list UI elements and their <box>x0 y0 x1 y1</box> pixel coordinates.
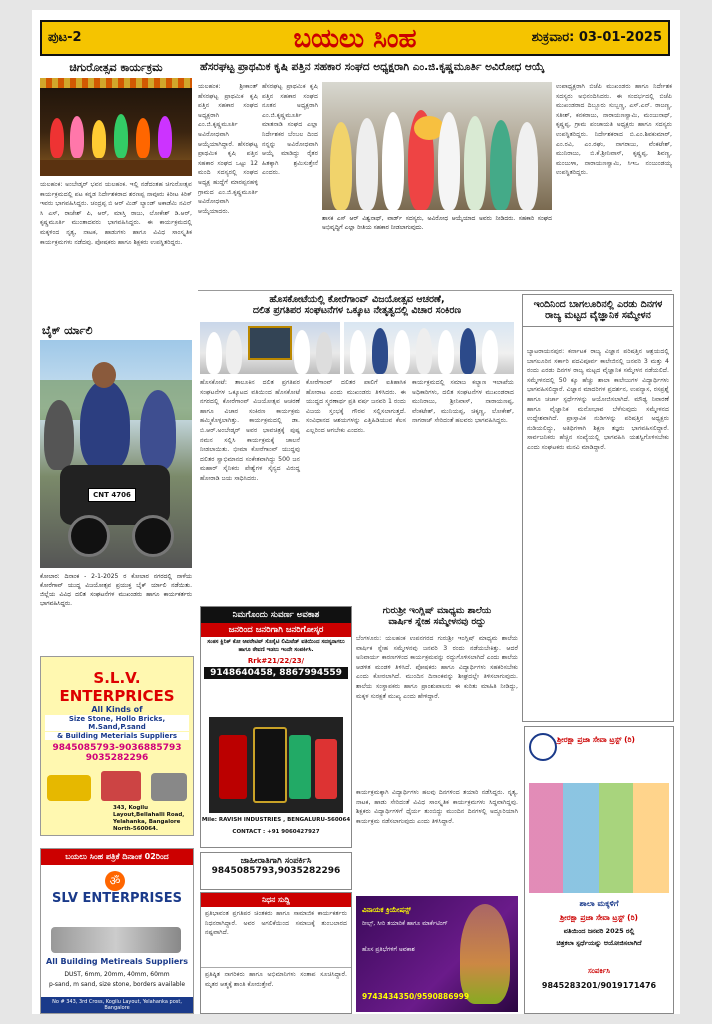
products-image <box>209 717 343 813</box>
slv2-banner: ಬಯಲು ಸಿಂಹ ಪತ್ರಿಕೆ ದಿನಾಂಕ 02ರಿಂದ <box>41 849 193 865</box>
divider <box>198 290 672 291</box>
science-heading: ಇಂದಿನಿಂದ ಬಾಗಲೂರಿನಲ್ಲಿ ಎರಡು ದಿನಗಳ ರಾಜ್ಯ ಮಟ್ಟದ ವೈಜ್ಞಾನಿಕ ಸಮ್ಮೇಳನ <box>523 295 673 327</box>
trust-collage <box>529 783 669 893</box>
creations-line1: ವಿನಾಯಕ ಕ್ರಿಯೇಷನ್ಸ್ <box>362 906 411 914</box>
stones-icon <box>151 773 187 801</box>
slv-ad-phone1: 9845085793-9036885793 <box>52 743 182 753</box>
masthead <box>40 20 670 56</box>
trust-logo-icon <box>529 733 557 761</box>
top-story-photo-caption: ಶಾಸಕ ಎಸ್ ಆರ್ ವಿಶ್ವನಾಥ್, ವಾರ್ಡ್ ಸದಸ್ಯರು, ಅವಿರೋಧ ಆಯ್ಕೆಯಾದ ಅವರು ನೀಡಿದರು. ಸಹಕಾರಿ ಸಂಘದ ಅಭಿವೃದ್ಧಿಗೆ ಎಲ್ಲಾ ರೀತಿಯ ಸಹಕಾರ ನೀಡಲಾಗುವುದು. <box>322 215 552 231</box>
felicitation-photo <box>322 82 552 210</box>
school-heading1: ಗುರುಶ್ರೀ ಇಂಗ್ಲಿಷ್ ಮಾಧ್ಯಮ ಶಾಲೆಯ <box>382 606 492 616</box>
top-story-col2: ಹೆಸರಘಟ್ಟ ಪ್ರಾಥಮಿಕ ಕೃಷಿ ಪತ್ತಿನ ಸಹಕಾರ ಸಂಘದ ನೂತನ ಅಧ್ಯಕ್ಷರಾಗಿ ಎಂ.ಜಿ.ಕೃಷ್ಣಮೂರ್ತಿ ಮಾತನಾಡಿ ಸಂಘದ ಎಲ್ಲಾ ನಿರ್ದೇಶಕರ ಬೆಂಬಲ ದಿಂದ ನನ್ನನ್ನು ಅವಿರೋಧವಾಗಿ ಆಯ್ಕೆ ಮಾಡಿದ್ದು ರೈತರ ಹಿತಕ್ಕಾಗಿ ಶ್ರಮಿಸುತ್ತೇನೆ ಎಂದರು. <box>262 83 318 177</box>
creations-line3: ಹೊಸ ಪ್ರತಿಭೆಗಳಿಗೆ ಅವಕಾಶ <box>362 946 415 953</box>
chiguru-heading: ಚಿಗುರೋತ್ಸವ ಕಾರ್ಯಕ್ರಮ <box>69 61 163 74</box>
ad-contact-box <box>200 852 352 890</box>
school-text2: ಕಾರ್ಯಕ್ರಮಕ್ಕಾಗಿ ವಿದ್ಯಾರ್ಥಿಗಳು ಹಲವು ದಿನಗಳಿಂದ ತಯಾರಿ ನಡೆಸಿದ್ದರು. ನೃತ್ಯ, ನಾಟಕ, ಹಾಡು ಸೇರಿದಂತೆ ವಿವಿಧ ಸಾಂಸ್ಕೃತಿಕ ಕಾರ್ಯಕ್ರಮಗಳು ಸಿದ್ಧವಾಗಿದ್ದವು. ಶಿಕ್ಷಕರು ವಿದ್ಯಾರ್ಥಿಗಳಿಗೆ ಧೈರ್ಯ ತುಂಬಿದ್ದು ಮುಂದಿನ ದಿನಗಳಲ್ಲಿ ಅದ್ದೂರಿಯಾಗಿ ಕಾರ್ಯಕ್ರಮ ನಡೆಸಲಾಗುವುದು ಎಂದು ತಿಳಿಸಿದ್ದಾರೆ. <box>356 789 518 825</box>
trust-title2: ಶ್ರೀರಕ್ಷಾ ಪ್ರಜಾ ಸೇವಾ ಟ್ರಸ್ಟ್ (ರಿ) <box>560 913 638 922</box>
gold-heading1: ನಿಮಗೊಂದು ಸುವರ್ಣ ಅವಕಾಶ <box>201 607 351 623</box>
slv2-address: No # 343, 3rd Cross, Kogilu Layout, Yelahanka post, Bangalore <box>41 997 193 1013</box>
license-plate: CNT 4706 <box>88 488 136 502</box>
trust-title: ಶ್ರೀರಕ್ಷಾ ಪ್ರಜಾ ಸೇವಾ ಟ್ರಸ್ಟ್ (ರಿ) <box>557 735 635 744</box>
golden-opportunity-ad <box>200 606 352 848</box>
science-conference-article <box>522 294 674 722</box>
model-image <box>460 904 510 1004</box>
gold-owner: Mile: RAVISH INDUSTRIES , BENGALURU-560064 <box>201 817 351 823</box>
chiguru-text: ಯಲಹಂಕ: ಅಂಬೇಡ್ಕರ್ ಭವನ ಯಲಹಂಕ. ಇಲ್ಲಿ ನಡೆದಂತಹ ಚಿಗುರೋತ್ಸವ ಕಾರ್ಯಕ್ರಮದಲ್ಲಿ ಪಟ ಕನ್ನಡ ನಿರ್ದೇಶಕರಾದ ಶರಣಪ್ಪ ನಾವೂರು ಕಿರೀಟ ಕಿರಿಕ್ ಇವರು ಭಾಗವಹಿಸಿದ್ದರು. ಚಂದ್ರಪ್ಪ ಬಿ ಆರ್ ಮಿಡ್ ಲ್ಯಾಂಡ್ ಅಕಾಡೆಮಿ ನವಿನ್ ಸಿ ಎಸ್, ರಾಜೇಶ್ ಪಿ, ಆರ್, ಮಾಸ್ತಿ ರಾಜು, ಲೋಕೇಶ್ ಡಿ.ಆರ್, ಕೃಷ್ಣಮೂರ್ತಿ ಮುಂತಾದವರು ಭಾಗವಹಿಸಿದ್ದರು. ಈ ಕಾರ್ಯಕ್ರಮದಲ್ಲಿ ಮಕ್ಕಳಿಂದ ನೃತ್ಯ, ನಾಟಕ, ಹಾಡುಗಳು ಹಾಗೂ ವಿವಿಧ ಸಾಂಸ್ಕೃತಿಕ ಕಾರ್ಯಕ್ರಮಗಳು ನಡೆದವು. ಪೋಷಕರು ಹಾಗೂ ಶಿಕ್ಷಕರು ಉಪಸ್ಥಿತರಿದ್ದರು. <box>40 181 192 246</box>
top-story <box>198 58 672 288</box>
gold-text: ಸಂತಸ ಕ್ಲಿನಿಕ್ ಕೋ ಆಪರೇಟಿವ್ ಸೊಸೈಟಿ ಲಿಮಿಟೆಡ್ ವತಿಯಿಂದ ಸದಸ್ಯರಾಗಲು ಹಾಗೂ ಠೇವಣಿ ಇಡಲು ಇಂದೇ ಸಂಪರ್ಕಿಸಿ. <box>207 639 345 653</box>
obituary-box <box>200 892 352 1014</box>
koregaon-heading2: ದಲಿತ ಪ್ರಗತಿಪರ ಸಂಘಟನೆಗಳ ಒಕ್ಕೂಟ ನೇತೃತ್ವದಲ್ಲಿ ವಿಚಾರ ಸಂಕಿರಣ <box>252 305 462 317</box>
trust-ad <box>524 726 674 1014</box>
top-story-right-col: ಉಪಾಧ್ಯಕ್ಷರಾಗಿ ಬಿಜೆಪಿ ಮುಖಂಡರು ಹಾಗೂ ನಿರ್ದೇಶಕ ಸದಸ್ಯರು ಅಭಿನಂದಿಸಿದರು. ಈ ಸಂದರ್ಭದಲ್ಲಿ ಬಿಜೆಪಿ ಮುಖಂಡರಾದ ದಿಬ್ಬೂರು ಸುಬ್ಬಣ್ಣ, ಎಸ್.ಎನ್. ರಾಜಣ್ಣ, ಸತೀಶ್, ಕನಕರಾಜು, ನಾರಾಯಣಸ್ವಾಮಿ, ಮಂಜುನಾಥ್, ಕೃಷ್ಣಪ್ಪ, ಗ್ರಾಮ ಪಂಚಾಯತಿ ಅಧ್ಯಕ್ಷರು ಹಾಗೂ ಸದಸ್ಯರು ಉಪಸ್ಥಿತರಿದ್ದರು. ನಿರ್ದೇಶಕರಾದ ಬಿ.ಎಂ.ಶಿವಕುಮಾರ್, ಎಂ.ರವಿ, ಎಂ.ರಘು, ನಾಗರಾಜು, ವೆಂಕಟೇಶ್, ಮುನಿರಾಜು, ಬಿ.ಕೆ.ಶ್ರೀನಿವಾಸ್, ಕೃಷ್ಣಪ್ಪ, ಶಿವಣ್ಣ, ಮಂಜುಳಾ, ನಾರಾಯಣಸ್ವಾಮಿ, ಸಿಇಒ ನಂಜುಂಡಯ್ಯ ಉಪಸ್ಥಿತರಿದ್ದರು. <box>556 83 672 177</box>
slv-ad-phone2: 9035282296 <box>85 753 149 763</box>
koregaon-article <box>198 292 516 604</box>
bike-rally-caption: ಕೋಲಾರ: ದಿನಾಂಕ - 2-1-2025 ರ ಕೋಲಾರ ನಗರದಲ್ಲಿ ನಾಳೆಯ ಕೋರೆಗಾವ್ ಯುದ್ಧ ವಿಜಯೋತ್ಸವ ಪ್ರಯುಕ್ತ ಬೈಕ್ ರ್ಯಾಲಿ ನಡೆಯಿತು. ಜಿಲ್ಲೆಯ ವಿವಿಧ ದಲಿತ ಸಂಘಟನೆಗಳ ಮುಖಂಡರು ಹಾಗೂ ಕಾರ್ಯಕರ್ತರು ಭಾಗವಹಿಸಿದ್ದರು. <box>40 573 192 607</box>
ad-contact-heading: ಜಾಹೀರಾತಿಗಾಗಿ ಸಂಪರ್ಕಿಸಿ <box>240 856 312 866</box>
koregaon-col1: ಹೊಸಕೋಟೆ: ತಾಲೂಕಿನ ದಲಿತ ಪ್ರಗತಿಪರ ಸಂಘಟನೆಗಳ ಒಕ್ಕೂಟದ ವತಿಯಿಂದ ಹೊಸಕೋಟೆ ನಗರದಲ್ಲಿ ಕೋರೆಗಾಂವ್ ವಿಜಯೋತ್ಸವ ಆಚರಣೆ ಹಾಗೂ ವಿಚಾರ ಸಂಕಿರಣ ಕಾರ್ಯಕ್ರಮ ಹಮ್ಮಿಕೊಳ್ಳಲಾಗಿತ್ತು. ಕಾರ್ಯಕ್ರಮದಲ್ಲಿ ಡಾ. ಬಿ.ಆರ್.ಅಂಬೇಡ್ಕರ್ ಅವರ ಭಾವಚಿತ್ರಕ್ಕೆ ಪುಷ್ಪ ನಮನ ಸಲ್ಲಿಸಿ ಕಾರ್ಯಕ್ರಮಕ್ಕೆ ಚಾಲನೆ ನೀಡಲಾಯಿತು. ಭೀಮಾ ಕೋರೆಗಾಂವ್ ಯುದ್ಧವು ದಲಿತರ ಸ್ವಾಭಿಮಾನದ ಸಂಕೇತವಾಗಿದ್ದು 500 ಜನ ಮಹಾರ್ ಸೈನಿಕರು ಪೇಶ್ವೆಗಳ ಸೈನ್ಯದ ವಿರುದ್ಧ ಹೋರಾಡಿ ಜಯ ಸಾಧಿಸಿದರು. <box>200 379 300 483</box>
slv2-items2: p-sand, m sand, size stone, borders available <box>48 981 186 988</box>
gold-reg: Rrk#21/22/23/ <box>247 656 305 665</box>
stage-photo <box>40 78 192 176</box>
bike-rally-photo <box>40 340 192 568</box>
creations-phones: 9743434350/9590886999 <box>362 992 470 1001</box>
slv-enterprices-ad <box>40 656 194 836</box>
obituary-heading: ನಿಧನ ಸುದ್ದಿ <box>201 893 351 907</box>
page-number: ಪುಟ-2 <box>48 30 82 45</box>
science-text: ಬ್ಯಾಟರಾಯನಪುರ: ಕರ್ನಾಟಕ ರಾಜ್ಯ ವಿಜ್ಞಾನ ಪರಿಷತ್ತಿನ ಆಶ್ರಯದಲ್ಲಿ ಬಾಗಲೂರಿನ ಸರ್ಕಾರಿ ಪದವಿಪೂರ್ವ ಕಾಲೇಜಿನಲ್ಲಿ ಜನವರಿ 3 ಮತ್ತು 4 ರಂದು ಎರಡು ದಿನಗಳ ರಾಜ್ಯ ಮಟ್ಟದ ವೈಜ್ಞಾನಿಕ ಸಮ್ಮೇಳನ ನಡೆಯಲಿದೆ. ಸಮ್ಮೇಳನದಲ್ಲಿ 50 ಕ್ಕೂ ಹೆಚ್ಚು ಶಾಲಾ ಕಾಲೇಜುಗಳ ವಿದ್ಯಾರ್ಥಿಗಳು ಭಾಗವಹಿಸಲಿದ್ದಾರೆ. ವಿಜ್ಞಾನ ಮಾದರಿಗಳ ಪ್ರದರ್ಶನ, ಉಪನ್ಯಾಸ, ರಸಪ್ರಶ್ನೆ ಹಾಗೂ ಚರ್ಚಾ ಸ್ಪರ್ಧೆಗಳನ್ನು ಆಯೋಜಿಸಲಾಗಿದೆ. ಮೌಢ್ಯ ನಿವಾರಣೆ ಹಾಗೂ ವೈಜ್ಞಾನಿಕ ಮನೋಭಾವ ಬೆಳೆಸುವುದು ಸಮ್ಮೇಳನದ ಉದ್ದೇಶವಾಗಿದೆ. ಪ್ರಾಸ್ತಾವಿಕ ನುಡಿಗಳನ್ನು ಪರಿಷತ್ತಿನ ಅಧ್ಯಕ್ಷರು ನುಡಿಯಲಿದ್ದು, ಅತಿಥಿಗಳಾಗಿ ಶಿಕ್ಷಣ ತಜ್ಞರು ಭಾಗವಹಿಸಲಿದ್ದಾರೆ. ಸಾರ್ವಜನಿಕರು ಹೆಚ್ಚಿನ ಸಂಖ್ಯೆಯಲ್ಲಿ ಭಾಗವಹಿಸಿ ಯಶಸ್ವಿಗೊಳಿಸಬೇಕು ಎಂದು ಸಂಘಟಕರು ಮನವಿ ಮಾಡಿದ್ದಾರೆ. <box>527 348 669 452</box>
bike-rally-heading: ಬೈಕ್ ರ್ಯಾಲಿ <box>42 324 93 337</box>
koregaon-photo-2 <box>344 322 514 374</box>
slv-ad-line2: Size Stone, Hollo Bricks, M.Sand,P.sand <box>45 715 189 731</box>
slv2-subtitle: All Building Metireals Suppliers <box>46 957 188 966</box>
top-story-heading: ಹೆಸರಘಟ್ಟ ಪ್ರಾಥಮಿಕ ಕೃಷಿ ಪತ್ತಿನ ಸಹಕಾರ ಸಂಘದ ಅಧ್ಯಕ್ಷರಾಗಿ ಎಂ.ಜಿ.ಕೃಷ್ಣಮೂರ್ತಿ ಅವಿರೋಧ ಆಯ್ಕೆ <box>200 61 545 73</box>
slv-ad-address: 343, Kogilu Layout,Bellahalli Road, Yelahanka, Bangalore North-560064. <box>113 805 185 833</box>
bricks-icon <box>101 771 141 801</box>
ad-contact-phones: 9845085793,9035282296 <box>211 866 341 876</box>
trust-line: ವತಿಯಿಂದ ಜನವರಿ 2025 ರಲ್ಲಿ <box>563 927 635 935</box>
bike-rally-article <box>40 322 192 652</box>
om-icon: ॐ <box>105 871 125 891</box>
school-heading2: ವಾರ್ಷಿಕ ಸ್ನೇಹ ಸಮ್ಮೇಳನವು ರದ್ದು <box>388 616 486 627</box>
school-text: ಬೆಂಗಳೂರು: ಯಲಹಂಕ ಉಪನಗರದ ಗುರುಶ್ರೀ ಇಂಗ್ಲಿಷ್ ಮಾಧ್ಯಮ ಶಾಲೆಯ ವಾರ್ಷಿಕ ಸ್ನೇಹ ಸಮ್ಮೇಳನವು ಜನವರಿ 3 ರಂದು ನಡೆಯಬೇಕಿತ್ತು. ಆದರೆ ಅನಿವಾರ್ಯ ಕಾರಣಗಳಿಂದ ಕಾರ್ಯಕ್ರಮವನ್ನು ರದ್ದುಗೊಳಿಸಲಾಗಿದೆ ಎಂದು ಶಾಲೆಯ ಆಡಳಿತ ಮಂಡಳಿ ತಿಳಿಸಿದೆ. ಪೋಷಕರು ಹಾಗೂ ವಿದ್ಯಾರ್ಥಿಗಳು ಸಹಕರಿಸಬೇಕು ಎಂದು ಕೋರಲಾಗಿದೆ. ಮುಂದಿನ ದಿನಾಂಕವನ್ನು ಶೀಘ್ರದಲ್ಲೇ ತಿಳಿಸಲಾಗುವುದು. ಶಾಲೆಯ ಸಂಸ್ಥಾಪಕರು ಹಾಗೂ ಪ್ರಾಂಶುಪಾಲರು ಈ ಕುರಿತು ಮಾಹಿತಿ ನೀಡಿದ್ದು, ಮಕ್ಕಳ ಸುರಕ್ಷತೆ ಮುಖ್ಯ ಎಂದು ಹೇಳಿದ್ದಾರೆ. <box>356 635 518 700</box>
koregaon-col2: ಕೋರೆಗಾಂವ್ ದಲಿತರ ಪಾಲಿಗೆ ಐತಿಹಾಸಿಕ ಹೋರಾಟ ಎಂದು ಮುಖಂಡರು ತಿಳಿಸಿದರು. ಈ ಯುದ್ಧದ ಸ್ಮರಣಾರ್ಥ ಪ್ರತಿ ವರ್ಷ ಜನವರಿ 1 ರಂದು ವಿಜಯ ಸ್ತಂಭಕ್ಕೆ ಗೌರವ ಸಲ್ಲಿಸಲಾಗುತ್ತದೆ. ಸಂವಿಧಾನದ ಆಶಯಗಳನ್ನು ಎತ್ತಿಹಿಡಿಯುವ ಕೆಲಸ ಎಲ್ಲರಿಂದ ಆಗಬೇಕು ಎಂದರು. <box>306 379 406 435</box>
gold-contact: CONTACT : +91 9060427927 <box>232 829 320 835</box>
koregaon-heading1: ಹೊಸಕೋಟೆಯಲ್ಲಿ ಕೋರೆಗಾಂವ್ ವಿಜಯೋತ್ಸವ ಆಚರಣೆ, <box>269 294 445 305</box>
top-story-col1: ಯಲಹಂಕ: ಶ್ರೀಕಾಂತ್ ಹೆಸರಘಟ್ಟ ಪ್ರಾಥಮಿಕ ಕೃಷಿ ಪತ್ತಿನ ಸಹಕಾರ ಸಂಘದ ಅಧ್ಯಕ್ಷರಾಗಿ ಎಂ.ಜಿ.ಕೃಷ್ಣಮೂರ್ತಿ ಅವಿರೋಧವಾಗಿ ಆಯ್ಕೆಯಾಗಿದ್ದಾರೆ. ಹೆಸರಘಟ್ಟ ಪ್ರಾಥಮಿಕ ಕೃಷಿ ಪತ್ತಿನ ಸಹಕಾರ ಸಂಘದ ಒಟ್ಟು 12 ಮಂದಿ ಸದಸ್ಯರಲ್ಲಿ ಸಂಘದ ಅಧ್ಯಕ್ಷ ಹುದ್ದೆಗೆ ಮಾರಪ್ಪನಹಳ್ಳಿ ಗ್ರಾಮದ ಎಂ.ಜಿ.ಕೃಷ್ಣಮೂರ್ತಿ ಅವಿರೋಧವಾಗಿ ಆಯ್ಕೆಯಾದರು. <box>198 83 258 215</box>
obituary-text2: ಪ್ರತಿಷ್ಠಿತ ನಾಗರಿಕರು ಹಾಗೂ ಅಭಿಮಾನಿಗಳು ಸಂತಾಪ ಸೂಚಿಸಿದ್ದಾರೆ. ಮೃತರ ಆತ್ಮಕ್ಕೆ ಶಾಂತಿ ಕೋರುತ್ತೇವೆ. <box>201 967 351 1012</box>
newspaper-page <box>32 10 680 1014</box>
koregaon-photo-1 <box>200 322 340 374</box>
slv-ad-title: S.L.V. ENTERPRICES <box>59 669 175 705</box>
gold-phones: 9148640458, 8867994559 <box>204 667 348 679</box>
creations-line2: ರೀಲ್ಸ್, ಸೀರಿ ತಯಾರಿಕೆ ಹಾಗೂ ಮಾರ್ಕೆಟಿಂಗ್ <box>362 920 448 927</box>
slv-ad-line1: All Kinds of <box>91 705 143 714</box>
gold-heading2: ಜನರಿಂದ ಜನರಿಗಾಗಿ ಜನರಿಗೋಸ್ಕರ <box>201 623 351 637</box>
slv-enterprises-ad <box>40 848 194 1014</box>
koregaon-col3: ಕಾರ್ಯಕ್ರಮದಲ್ಲಿ ಸಮಾಜ ಕಲ್ಯಾಣ ಇಲಾಖೆಯ ಅಧಿಕಾರಿಗಳು, ದಲಿತ ಸಂಘಟನೆಗಳ ಮುಖಂಡರಾದ ಮುನಿರಾಜು, ಶ್ರೀನಿವಾಸ್, ನಾರಾಯಣಪ್ಪ, ವೆಂಕಟೇಶ್, ಮುನಿಯಪ್ಪ, ಚಿಕ್ಕಣ್ಣ, ಲೋಕೇಶ್, ನಾಗರಾಜ್ ಸೇರಿದಂತೆ ಹಲವರು ಭಾಗವಹಿಸಿದ್ದರು. <box>412 379 514 425</box>
issue-date: ಶುಕ್ರವಾರ: 03-01-2025 <box>531 30 662 45</box>
slv-ad-line3: & Building Meterials Suppliers <box>45 732 189 740</box>
creations-ad <box>356 896 518 1012</box>
materials-icon <box>51 927 181 953</box>
slv2-items: DUST, 6mm, 20mm, 40mm, 60mm <box>64 971 170 978</box>
trust-phones: 9845283201/9019171476 <box>541 981 657 990</box>
trust-sub: ಶಾಲಾ ಮಕ್ಕಳಿಗೆ <box>579 899 619 908</box>
trust-line2: ಚಿತ್ರಕಲಾ ಸ್ಪರ್ಧೆಯನ್ನು ಆಯೋಜಿಸಲಾಗಿದೆ <box>556 939 642 947</box>
trust-contact-label: ಸಂಪರ್ಕಿಸಿ <box>588 967 610 975</box>
newspaper-title: ಬಯಲು ಸಿಂಹ <box>293 24 417 54</box>
truck-icon <box>47 775 91 801</box>
school-article <box>356 606 518 892</box>
slv2-title: SLV ENTERPRISES <box>52 891 182 906</box>
obituary-text: ಪ್ರತಿಭಾವಂತ ಪ್ರಗತಿಪರ ಚಿಂತಕರು ಹಾಗೂ ಸಾಮಾಜಿಕ ಕಾರ್ಯಕರ್ತರು ನಿಧನರಾಗಿದ್ದಾರೆ. ಅವರ ಅಗಲಿಕೆಯಿಂದ ಸಮಾಜಕ್ಕೆ ತುಂಬಲಾರದ ನಷ್ಟವಾಗಿದೆ. <box>205 910 347 937</box>
chiguru-article <box>40 58 192 320</box>
